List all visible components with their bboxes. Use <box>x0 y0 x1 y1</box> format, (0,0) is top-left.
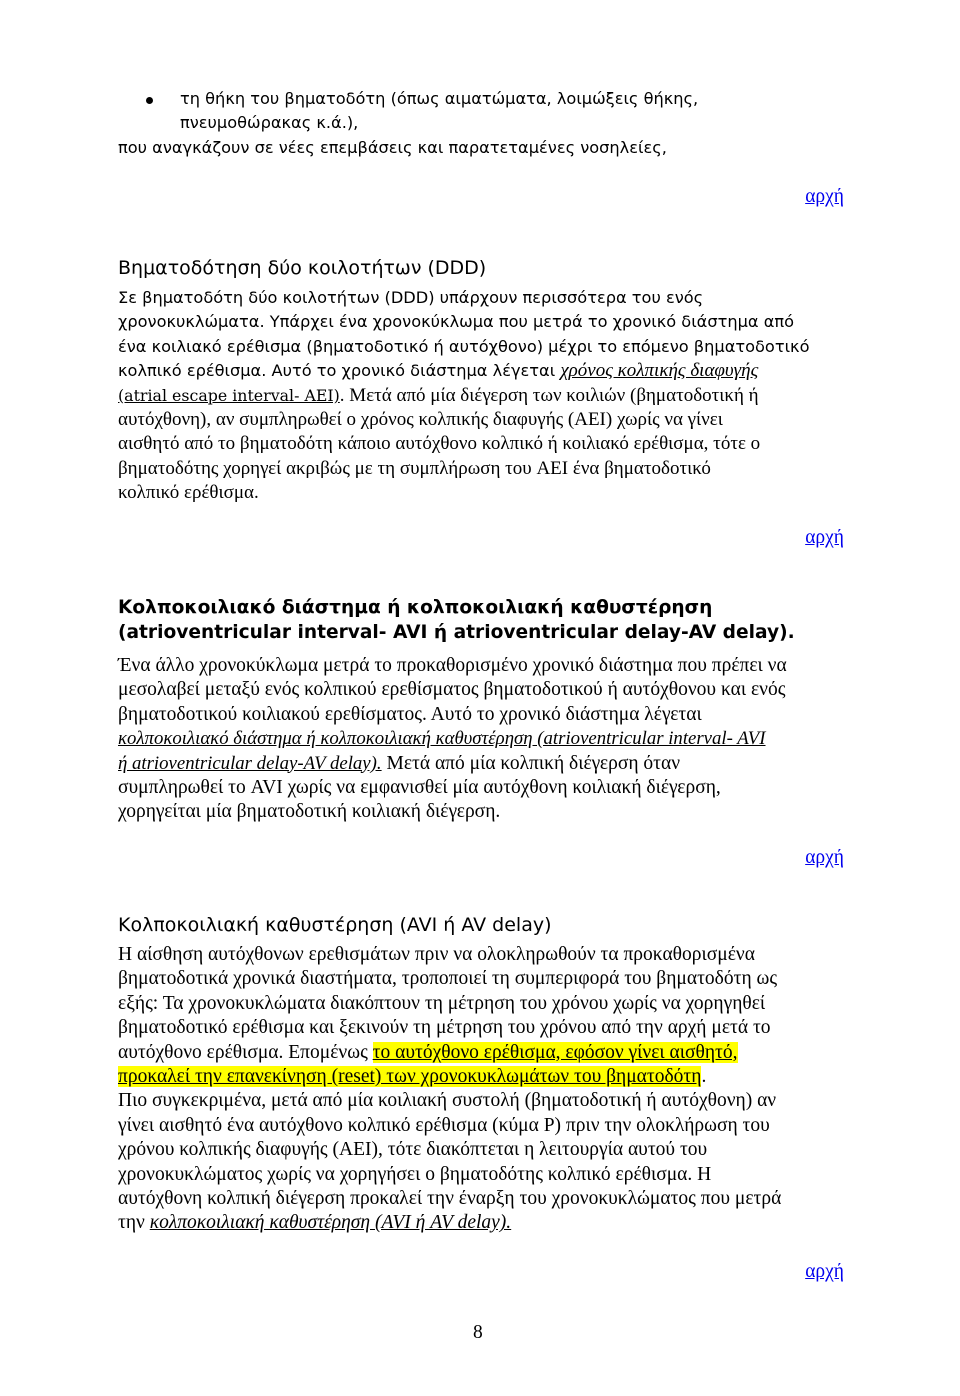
bullet-list <box>148 87 698 136</box>
atrial-escape-term-english: (atrial escape interval- AEI) <box>118 385 340 405</box>
highlighted-text: προκαλεί την επανεκίνηση (reset) των χρονοκυκλωμάτων του βηματοδότη <box>118 1066 702 1088</box>
avi-term-line-1: κολποκοιλιακό διάστημα ή κολποκοιλιακή καθυστέρηση (atrioventricular interval- AVI <box>118 728 766 750</box>
avi-heading: Κολποκοιλιακό διάστημα ή κολποκοιλιακή καθυστέρηση (atrioventricular interval- AVI ή atrioventricular delay-AV delay). <box>118 597 795 643</box>
back-to-top-link[interactable]: αρχή <box>805 1261 844 1282</box>
bullet-trailing-text: που αναγκάζουν σε νέες επεμβάσεις και παρατεταμένες νοσηλείες, <box>118 138 667 157</box>
back-to-top-link[interactable]: αρχή <box>805 527 844 548</box>
atrial-escape-term: χρόνος κολπικής διαφυγής <box>560 360 759 382</box>
avi-term-line-2: ή atrioventricular delay-AV delay). <box>118 752 382 774</box>
page-number: 8 <box>473 1322 483 1343</box>
list-item <box>148 87 698 136</box>
bullet-icon <box>146 97 153 104</box>
av-delay-paragraph: Η αίσθηση αυτόχθονων ερεθισμάτων πριν να ολοκληρωθούν τα προκαθορισμένα βηματοδοτικά χρονικά διαστήματα, τροποποιεί τη συμπεριφορά του βηματοδότη ως εξής: Τα χρονοκυκλώματα διακόπτουν τη μέτρηση του χρόνου χωρίς να χορηγηθεί βηματοδοτικό ερέθισμα και ξεκινούν τη μέτρηση του χρόνου από την αρχή μετά το αυτόχθονο ερέθισμα. Επομένως το αυτόχθονο ερέθισμα, εφόσον γίνει αισθητό, προκαλεί την επανεκίνηση (reset) των χρονοκυκλωμάτων του βηματοδότη. Πιο συγκεκριμένα, μετά από μία κοιλιακή συστολή (βηματοδοτική ή αυτόχθονη) αν γίνει αισθητό ένα αυτόχθονο κολπικό ερέθισμα (κύμα P) πριν την ολοκλήρωση του χρόνου κολπικής διαφυγής (AEI), τότε διακόπτεται η λειτουργία αυτού του χρονοκυκλώματος χωρίς να χορηγήσει ο βηματοδότης κολπικό ερέθισμα. Η αυτόχθονη κολπική διέγερση προκαλεί την έναρξη του χρονοκυκλώματος που μετρά την κολποκοιλιακή καθυστέρηση (AVI ή AV delay). <box>118 944 782 1234</box>
back-to-top-link[interactable]: αρχή <box>805 847 844 868</box>
bullet-item-line-2: πνευμοθώρακας κ.ά.), <box>180 113 359 133</box>
avi-paragraph: Ένα άλλο χρονοκύκλωμα μετρά το προκαθορισμένο χρονικό διάστημα που πρέπει να μεσολαβεί μεταξύ ενός κολπικού ερεθίσματος βηματοδοτικού ή αυτόχθονου και ενός βηματοδοτικού κοιλιακού ερεθίσματος. Αυτό το χρονικό διάστημα λέγεται κολποκοιλιακό διάστημα ή κολποκοιλιακή καθυστέρηση (atrioventricular interval- AVI ή atrioventricular delay-AV delay). Μετά από μία κολπική διέγερση όταν συμπληρωθεί το AVI χωρίς να εμφανισθεί μία αυτόχθονη κοιλιακή διέγερση, χορηγείται μία βηματοδοτική κοιλιακή διέγερση. <box>118 654 848 825</box>
av-delay-heading: Κολποκοιλιακή καθυστέρηση (AVI ή AV delay) <box>118 914 552 936</box>
bullet-item-line-1: τη θήκη του βηματοδότη (όπως αιματώματα, λοιμώξεις θήκης, <box>180 89 699 108</box>
ddd-paragraph: Σε βηματοδότη δύο κοιλοτήτων (DDD) υπάρχουν περισσότερα του ενός χρονοκυκλώματα. Υπάρχει ένα χρονοκύκλωμα που μετρά το χρονικό διάστημα από ένα κοιλιακό ερέθισμα (βηματοδοτικό ή αυτόχθονο) μέχρι το επόμενο βηματοδοτικό κολπικό ερέθισμα. Αυτό το χρονικό διάστημα λέγεται χρόνος κολπικής διαφυγής (atrial escape interval- AEI). Μετά από μία διέγερση των κοιλιών (βηματοδοτική ή αυτόχθονη), αν συμπληρωθεί ο χρόνος κολπικής διαφυγής (AEI) χωρίς να γίνει αισθητό από το βηματοδότη κάποιο αυτόχθονο κολπικό ή κοιλιακό ερέθισμα, τότε ο βηματοδότης χορηγεί ακριβώς με τη συμπλήρωση του AEI ένα βηματοδοτικό κολπικό ερέθισμα. <box>118 288 810 504</box>
ddd-heading: Βηματοδότηση δύο κοιλοτήτων (DDD) <box>118 257 487 279</box>
back-to-top-link[interactable]: αρχή <box>805 186 844 207</box>
highlighted-text: το αυτόχθονο ερέθισμα, εφόσον γίνει αισθητό, <box>372 1041 738 1063</box>
av-delay-term: κολποκοιλιακή καθυστέρηση (AVI ή AV delay). <box>149 1212 512 1234</box>
